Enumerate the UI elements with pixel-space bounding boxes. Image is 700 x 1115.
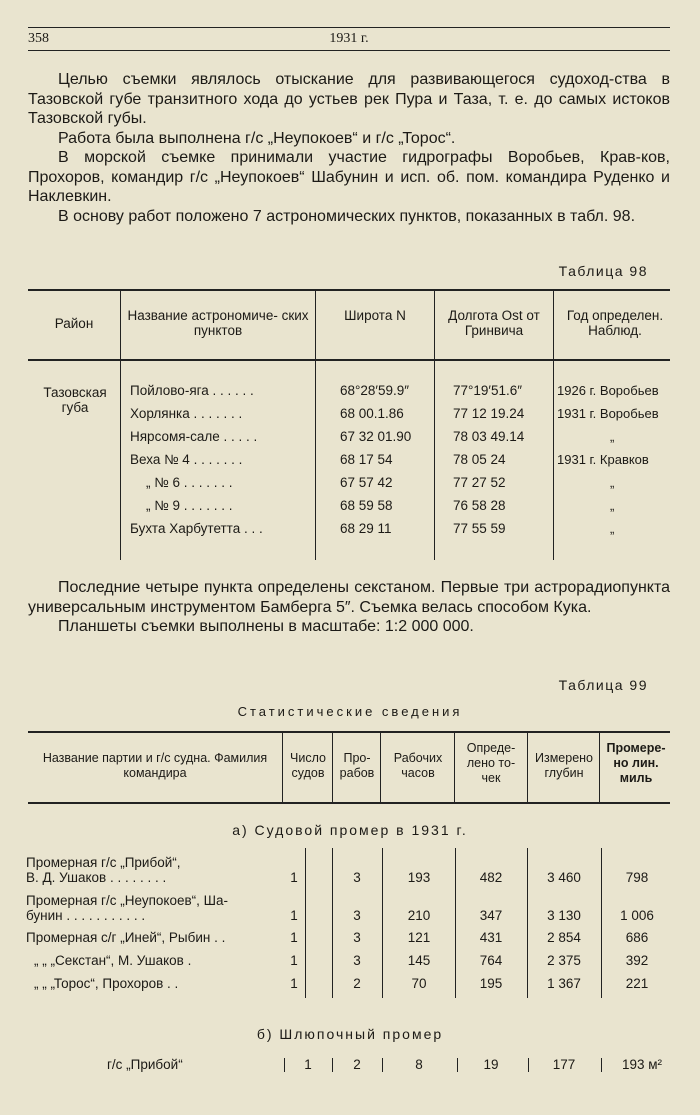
table98-col-divider	[120, 290, 121, 560]
table98-cell-name: Веха № 4 . . . . . . .	[130, 452, 243, 467]
header-rule-bottom	[28, 50, 670, 51]
paragraph: В основу работ положено 7 астрономических пунктов, показанных в табл. 98.	[58, 207, 636, 225]
table99-cell-hours: 210	[407, 908, 431, 923]
table98-cell-name: „ № 6 . . . . . . .	[146, 475, 233, 490]
table99-cell-miles: 686	[625, 930, 649, 945]
row-b-samples: 2	[353, 1057, 361, 1072]
table99-col-divider	[454, 732, 455, 803]
paragraph: Последние четыре пункта определены секстаном. Первые три астрорадиопункта универсальным инструментом Бамберга 5″. Съемка велась способом Кука.	[28, 579, 670, 616]
table98-cell-lat: 67 32 01.90	[340, 429, 412, 444]
table99-header-depths: Измерено глубин	[534, 751, 594, 780]
table99-section-b: б) Шлюпочный промер	[256, 1026, 444, 1042]
table99-section-a: а) Судовой промер в 1931 г.	[232, 822, 468, 838]
table99-cell-hours: 70	[411, 976, 427, 991]
table99-cell-points: 195	[479, 976, 503, 991]
table99-cell-samples: 3	[353, 870, 361, 885]
row-b-divider	[284, 1058, 285, 1072]
table99-cell-name-cont: бунин . . . . . . . . . . .	[26, 908, 146, 923]
page-number: 358	[28, 31, 49, 46]
table98-col-divider	[434, 290, 435, 560]
intro-text	[28, 70, 670, 226]
row-b-depths: 177	[552, 1057, 576, 1072]
table99-cell-name: Промерная г/с „Прибой“,	[26, 855, 181, 870]
table98-cell-year: 1931 г. Кравков	[557, 452, 649, 467]
table98-cell-lon: 78 03 49.14	[453, 429, 525, 444]
table99-caption: Таблица 99	[558, 677, 648, 693]
table98-header-lat: Широта N	[344, 308, 406, 323]
table98-cell-name: Пойлово-яга . . . . . .	[130, 383, 254, 398]
table99-header-samples: Про- рабов	[339, 751, 375, 780]
table99-cell-count: 1	[290, 953, 298, 968]
table98-cell-lat: 68 17 54	[340, 452, 393, 467]
table99-col-divider	[599, 732, 600, 803]
table99-col-divider	[332, 732, 333, 803]
table98-rule-header	[28, 359, 670, 361]
table98-cell-year: „	[610, 475, 615, 490]
paragraph: Работа была выполнена г/с „Неупокоев“ и г/с „Торос“.	[58, 129, 456, 147]
table99-cell-points: 482	[479, 870, 503, 885]
table98-cell-name: Нярсомя-сале . . . . .	[130, 429, 258, 444]
table99-header-hours: Рабочих часов	[393, 751, 443, 780]
table99-body-divider	[332, 848, 333, 998]
row-b-points: 19	[483, 1057, 499, 1072]
table98-cell-lon: 77 55 59	[453, 521, 506, 536]
table98-header-name: Название астрономиче- ских пунктов	[127, 308, 309, 338]
table98-cell-lon: 77 12 19.24	[453, 406, 525, 421]
table99-col-divider	[527, 732, 528, 803]
table98-cell-lon: 77 27 52	[453, 475, 506, 490]
table98-cell-lon: 77°19′51.6″	[453, 383, 523, 398]
table99-rule-top	[28, 731, 670, 733]
table99-cell-name: Промерная с/г „Иней“, Рыбин . .	[26, 930, 226, 945]
table99-cell-points: 431	[479, 930, 503, 945]
table99-title: Статистические сведения	[237, 704, 463, 719]
table99-cell-hours: 121	[407, 930, 431, 945]
table98-cell-lon: 78 05 24	[453, 452, 506, 467]
table98-cell-lon: 76 58 28	[453, 498, 506, 513]
table99-body-divider	[527, 848, 528, 998]
paragraph: Планшеты съемки выполнены в масштабе: 1:2 000 000.	[58, 618, 474, 635]
table99-cell-depths: 1 367	[547, 976, 581, 991]
table99-cell-depths: 3 460	[547, 870, 581, 885]
table99-cell-samples: 3	[353, 908, 361, 923]
table99-rule-header	[28, 802, 670, 804]
table99-cell-samples: 3	[353, 953, 361, 968]
table98-cell-lat: 68°28′59.9″	[340, 383, 410, 398]
table98-cell-lat: 68 59 58	[340, 498, 393, 513]
table98-col-divider	[553, 290, 554, 560]
table98-cell-year: „	[610, 429, 615, 444]
table98-cell-name: Хорлянка . . . . . . .	[130, 406, 243, 421]
row-b-divider	[528, 1058, 529, 1072]
table99-cell-depths: 3 130	[547, 908, 581, 923]
table98-cell-year: 1931 г. Воробьев	[557, 406, 659, 421]
table99-cell-miles: 392	[625, 953, 649, 968]
table98-cell-lat: 67 57 42	[340, 475, 393, 490]
table98-cell-lat: 68 29 11	[340, 521, 392, 536]
table99-cell-samples: 2	[353, 976, 361, 991]
table98-region: Тазовская губа	[43, 385, 107, 415]
table99-col-divider	[380, 732, 381, 803]
table98-header-year: Год определен. Наблюд.	[566, 308, 664, 338]
table99-header-name: Название партии и г/с судна. Фамилия командира	[42, 751, 268, 780]
paragraph: В морской съемке принимали участие гидрографы Воробьев, Крав-ков, Прохоров, командир г/с „Неупокоев“ Шабунин и исп. об. пом. командира Руденко и Наклевкин.	[28, 149, 670, 205]
row-b-count: 1	[304, 1057, 312, 1072]
table99-cell-hours: 193	[407, 870, 431, 885]
table99-cell-count: 1	[290, 930, 298, 945]
row-b-divider	[457, 1058, 458, 1072]
table98-cell-year: „	[610, 521, 615, 536]
table99-cell-samples: 3	[353, 930, 361, 945]
table99-cell-miles: 1 006	[620, 908, 654, 923]
table99-cell-miles: 221	[625, 976, 649, 991]
table99-cell-count: 1	[290, 870, 298, 885]
table99-cell-miles: 798	[625, 870, 649, 885]
table99-cell-points: 764	[479, 953, 503, 968]
row-b-name: г/с „Прибой“	[107, 1057, 183, 1072]
table99-cell-depths: 2 375	[547, 953, 581, 968]
table98-cell-lat: 68 00.1.86	[340, 406, 404, 421]
row-b-miles: 193 м²	[622, 1057, 663, 1072]
table99-body-divider	[382, 848, 383, 998]
table99-cell-name: „ „ „Торос“, Прохоров . .	[34, 976, 179, 991]
table98-header-region: Район	[54, 316, 94, 331]
row-b-divider	[382, 1058, 383, 1072]
table99-cell-name: „ „ „Секстан“, М. Ушаков .	[34, 953, 192, 968]
table98-cell-year: 1926 г. Воробьев	[557, 383, 659, 398]
middle-text	[28, 578, 670, 637]
row-b-hours: 8	[415, 1057, 423, 1072]
row-b-divider	[332, 1058, 333, 1072]
table99-cell-points: 347	[479, 908, 503, 923]
table98-caption: Таблица 98	[558, 263, 648, 279]
running-title-year: 1931 г.	[329, 31, 369, 46]
table99-cell-depths: 2 854	[547, 930, 581, 945]
row-b-divider	[601, 1058, 602, 1072]
table98-col-divider	[315, 290, 316, 560]
table99-header-points: Опреде- лено то- чек	[466, 741, 516, 785]
paragraph: Целью съемки являлось отыскание для развивающегося судоход-ства в Тазовской губе транзитного хода до устьев рек Пура и Таза, т. е. до самых истоков Тазовской губы.	[28, 71, 670, 127]
table99-body-divider	[305, 848, 306, 998]
table98-rule-top	[28, 289, 670, 291]
table99-cell-name: Промерная г/с „Неупокоев“, Ша-	[26, 893, 229, 908]
table98-cell-name: Бухта Харбутетта . . .	[130, 521, 263, 536]
header-rule-top	[28, 27, 670, 28]
table98-cell-name: „ № 9 . . . . . . .	[146, 498, 233, 513]
table98-header-lon: Долгота Ost от Гринвича	[448, 308, 540, 338]
table99-header-miles: Промере- но лин. миль	[606, 741, 666, 785]
table99-cell-name-cont: В. Д. Ушаков . . . . . . . .	[26, 870, 167, 885]
table99-header-count: Число судов	[290, 751, 326, 780]
table99-col-divider	[282, 732, 283, 803]
table99-cell-hours: 145	[407, 953, 431, 968]
table98-cell-year: „	[610, 498, 615, 513]
table99-cell-count: 1	[290, 976, 298, 991]
table99-cell-count: 1	[290, 908, 298, 923]
